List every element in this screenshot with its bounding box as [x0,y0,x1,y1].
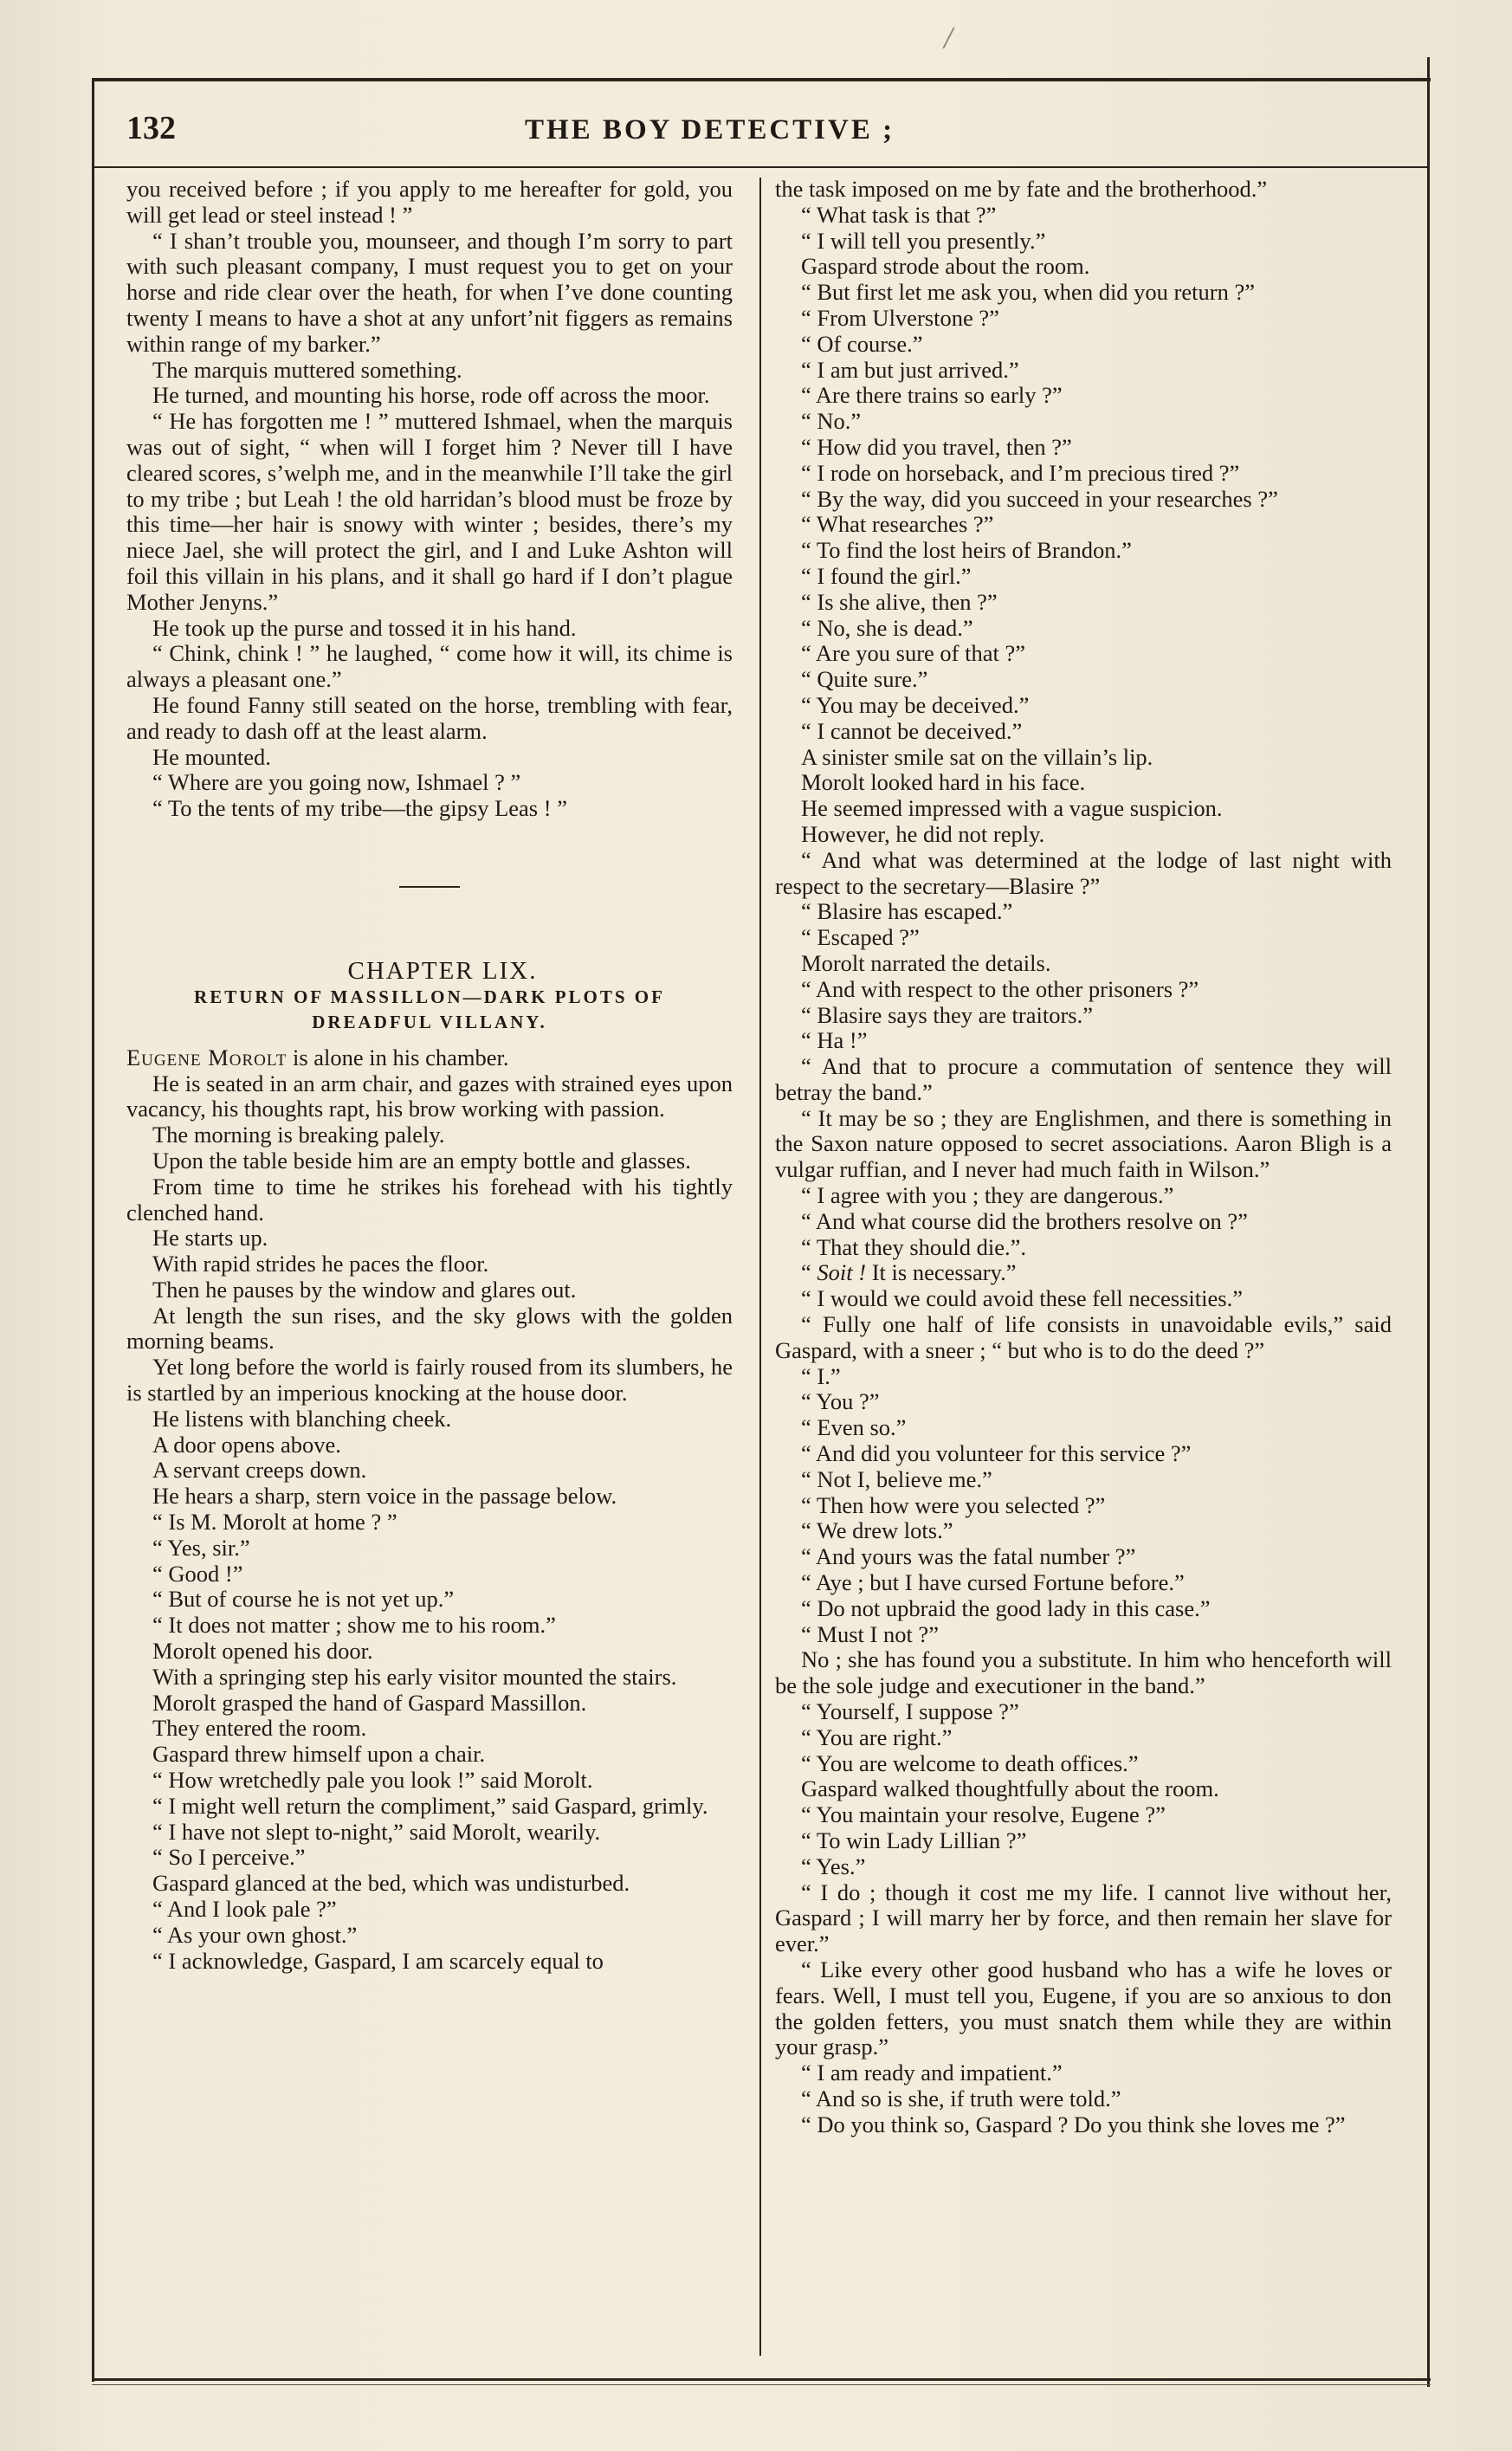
paragraph: “ I do ; though it cost me my life. I cannot live without her, Gaspard ; I will marry her by force, and then remain her slave for ever.” [775,1879,1392,1957]
paragraph: “ I agree with you ; they are dangerous.” [801,1182,1174,1209]
paragraph: He seemed impressed with a vague suspicion. [801,795,1223,822]
paragraph: “ I will tell you presently.” [801,227,1046,254]
pencil-mark: / [944,20,953,55]
chapter-subtitle-line-1: RETURN OF MASSILLON—DARK PLOTS OF [194,986,665,1007]
page-number: 132 [126,110,176,146]
paragraph: No ; she has found you a substitute. In him who henceforth will be the sole judge and executioner in the band.” [775,1646,1392,1699]
paragraph: “ But first let me ask you, when did you return ?” [801,279,1255,306]
frame-right-rule [1427,57,1430,2387]
paragraph: “ You are welcome to death offices.” [801,1749,1139,1776]
running-title: THE BOY DETECTIVE ; [525,114,895,146]
chapter-subtitle [126,985,733,1035]
paragraph: He mounted. [152,743,271,770]
paragraph: Morolt narrated the details. [801,949,1051,976]
paragraph: Morolt opened his door. [152,1638,373,1665]
paragraph: “ Must I not ?” [801,1620,939,1647]
paragraph: “ Yes, sir.” [152,1534,250,1561]
paragraph: “ And what course did the brothers resolve on ?” [801,1207,1248,1234]
paragraph: “ That they should die.”. [801,1233,1027,1260]
paragraph: “ I cannot be deceived.” [801,717,1023,744]
paragraph: “ Escaped ?” [801,924,920,951]
paragraph: “ How wretchedly pale you look !” said Morolt. [152,1767,593,1794]
paragraph: The morning is breaking palely. [152,1122,445,1148]
paragraph: “ To the tents of my tribe—the gipsy Leas ! ” [152,795,567,822]
paragraph: “ Are you sure of that ?” [801,640,1026,667]
paragraph: “ What researches ?” [801,511,994,538]
paragraph: From time to time he strikes his forehead with his tightly clenched hand. [126,1173,733,1226]
paragraph: With rapid strides he paces the floor. [152,1251,489,1277]
paragraph: Gaspard walked thoughtfully about the room. [801,1775,1219,1802]
paragraph-text: It is necessary.” [866,1259,1017,1286]
paragraph: A servant creeps down. [152,1457,367,1484]
paragraph: “ He has forgotten me ! ” muttered Ishmael, when the marquis was out of sight, “ when will I forget him ? Never till I have cleared scores, s’welph me, and in the meanwhile I’ll take the girl to my tribe ; but Leah ! the old harridan’s blood must be froze by this time—her hair is snowy with winter ; besides, there’s my niece Jael, she will protect the girl, and I and Luke Ashton will foil this villain in his plans, and it shall go hard if I don’t plague Mother Jenyns.” [126,408,733,615]
paragraph: “ I would we could avoid these fell necessities.” [801,1285,1243,1312]
paragraph: “ You ?” [801,1388,880,1415]
chapter-title: CHAPTER LIX. [347,956,538,985]
paragraph: “ As your own ghost.” [152,1921,358,1948]
section-break-rule [399,886,460,888]
paragraph: “ Like every other good husband who has a wife he loves or fears. Well, I must tell you, Eugene, if you are so anxious to don the golden fetters, you must snatch them while they are within your grasp.” [775,1956,1392,2060]
paragraph: However, he did not reply. [801,820,1045,847]
paragraph: “ Do you think so, Gaspard ? Do you think she loves me ?” [801,2111,1346,2137]
paragraph: He took up the purse and tossed it in his hand. [152,614,577,641]
paragraph: A door opens above. [152,1431,341,1458]
right-column [775,177,1392,2359]
paragraph: “ Yes.” [801,1853,866,1879]
paragraph: Gaspard glanced at the bed, which was undisturbed. [152,1870,630,1897]
paragraph: He hears a sharp, stern voice in the passage below. [152,1483,617,1510]
paragraph: “ Chink, chink ! ” he laughed, “ come how it will, its chime is always a pleasant one.” [126,640,733,693]
paragraph: “ By the way, did you succeed in your researches ?” [801,485,1278,512]
paragraph: “ We drew lots.” [801,1517,953,1544]
paragraph: He starts up. [152,1225,268,1251]
paragraph: “ And did you volunteer for this service ?” [801,1440,1192,1467]
paragraph: “ You maintain your resolve, Eugene ?” [801,1801,1166,1828]
paragraph: “ Do not upbraid the good lady in this case.” [801,1594,1211,1621]
paragraph: “ And yours was the fatal number ?” [801,1543,1136,1570]
paragraph: “ It does not matter ; show me to his room.” [152,1612,556,1639]
paragraph: you received before ; if you apply to me hereafter for gold, you will get lead or steel instead ! ” [126,177,733,228]
paragraph: “ So I perceive.” [152,1844,306,1871]
paragraph: “ No, she is dead.” [801,614,973,641]
paragraph: “ Blasire says they are traitors.” [801,1001,1094,1028]
paragraph: “ Not I, believe me.” [801,1465,992,1492]
paragraph: “ And what was determined at the lodge of last night with respect to the secretary—Blasire ?” [775,846,1392,899]
paragraph: “ And that to procure a commutation of sentence they will betray the band.” [775,1053,1392,1105]
paragraph: “ I found the girl.” [801,562,972,589]
paragraph: “ Yourself, I suppose ?” [801,1698,1019,1725]
frame-left-rule [92,78,94,2382]
chapter-subtitle-line-2: DREADFUL VILLANY. [312,1011,547,1032]
paragraph: “ Good !” [152,1560,243,1587]
paragraph: Gaspard strode about the room. [801,253,1090,280]
paragraph: “ And with respect to the other prisoners ?” [801,975,1199,1002]
paragraph: “ And so is she, if truth were told.” [801,2085,1121,2111]
paragraph: “ Fully one half of life consists in unavoidable evils,” said Gaspard, with a sneer ; “ but who is to do the deed ?” [775,1311,1392,1363]
paragraph: “ It may be so ; they are Englishmen, and there is something in the Saxon nature opposed to secret associations. Aaron Bligh is a vulgar ruffian, and I never had much faith in Wilson.” [775,1104,1392,1183]
opening-name: Eugene Morolt [126,1044,288,1070]
paragraph: “ Is M. Morolt at home ? ” [152,1509,397,1536]
paragraph: Upon the table beside him are an empty bottle and glasses. [152,1147,691,1174]
paragraph: “ I am ready and impatient.” [801,2060,1063,2086]
paragraph: “ What task is that ?” [801,201,997,228]
paragraph: “ Quite sure.” [801,666,928,693]
paragraph: Morolt grasped the hand of Gaspard Massillon. [152,1689,587,1716]
paragraph: “ Aye ; but I have cursed Fortune before.” [801,1569,1185,1596]
paragraph: They entered the room. [152,1715,367,1742]
paragraph: “ I am but just arrived.” [801,356,1019,383]
paragraph: Yet long before the world is fairly roused from its slumbers, he is startled by an imperious knocking at the house door. [126,1354,733,1407]
paragraph: Then he pauses by the window and glares out. [152,1276,577,1303]
paragraph: “ To find the lost heirs of Brandon.” [801,537,1132,564]
paragraph: “ I have not slept to-night,” said Morolt, wearily. [152,1818,601,1845]
paragraph: He listens with blanching cheek. [152,1405,452,1432]
paragraph: “ Where are you going now, Ishmael ? ” [152,769,521,796]
paragraph: “ I rode on horseback, and I’m precious tired ?” [801,459,1240,486]
paragraph: “ Then how were you selected ?” [801,1491,1106,1518]
paragraph: “ I acknowledge, Gaspard, I am scarcely equal to [152,1947,604,1974]
paragraph: He found Fanny still seated on the horse, trembling with fear, and ready to dash off at the least alarm. [126,691,733,744]
paragraph: “ To win Lady Lillian ?” [801,1827,1027,1853]
paragraph: the task imposed on me by fate and the brotherhood.” [775,177,1268,202]
frame-bottom-thin-rule [92,2384,1431,2385]
chapter-opening-paragraph [126,1045,733,1071]
paragraph: At length the sun rises, and the sky glows with the golden morning beams. [126,1302,733,1355]
paragraph: “ Blasire has escaped.” [801,898,1013,925]
opening-text: is alone in his chamber. [287,1044,509,1070]
paragraph: With a springing step his early visitor mounted the stairs. [152,1663,677,1690]
paragraph: “ From Ulverstone ?” [801,304,999,331]
paragraph: He turned, and mounting his horse, rode off across the moor. [152,382,710,409]
paragraph: “ You may be deceived.” [801,691,1030,718]
column-divider [759,178,761,2356]
header-rule [92,166,1430,168]
paragraph: “ And I look pale ?” [152,1896,337,1923]
italic-phrase: Soit ! [817,1259,867,1286]
paragraph: He is seated in an arm chair, and gazes with strained eyes upon vacancy, his thoughts rapt, his brow working with passion. [126,1070,733,1122]
paragraph: “ Is she alive, then ?” [801,588,998,615]
left-column [126,177,733,2359]
paragraph: “ Even so.” [801,1414,907,1441]
paragraph: A sinister smile sat on the villain’s lip. [801,743,1153,770]
paragraph: The marquis muttered something. [152,356,462,383]
paragraph: Morolt looked hard in his face. [801,769,1086,796]
paragraph: Gaspard threw himself upon a chair. [152,1741,486,1768]
paragraph: “ How did you travel, then ?” [801,433,1072,460]
frame-bottom-rule [92,2378,1431,2381]
paragraph: “ I shan’t trouble you, mounseer, and though I’m sorry to part with such pleasant company, I must request you to get on your horse and ride clear over the heath, for when I’ve done counting twenty I means to have a shot at any unfort’nit figgers as remains within range of my barker.” [126,227,733,357]
paragraph: “ Are there trains so early ?” [801,382,1063,409]
paragraph: “ You are right.” [801,1723,953,1750]
paragraph: “ But of course he is not yet up.” [152,1586,455,1613]
paragraph: “ I.” [801,1362,841,1389]
paragraph: “ Of course.” [801,330,923,357]
paragraph: “ I might well return the compliment,” said Gaspard, grimly. [152,1792,708,1819]
paragraph: “ No.” [801,408,862,435]
frame-top-rule [92,78,1431,81]
paragraph: “ Ha !” [801,1027,868,1054]
paragraph: “ Soit ! It is necessary.” [801,1259,1017,1286]
